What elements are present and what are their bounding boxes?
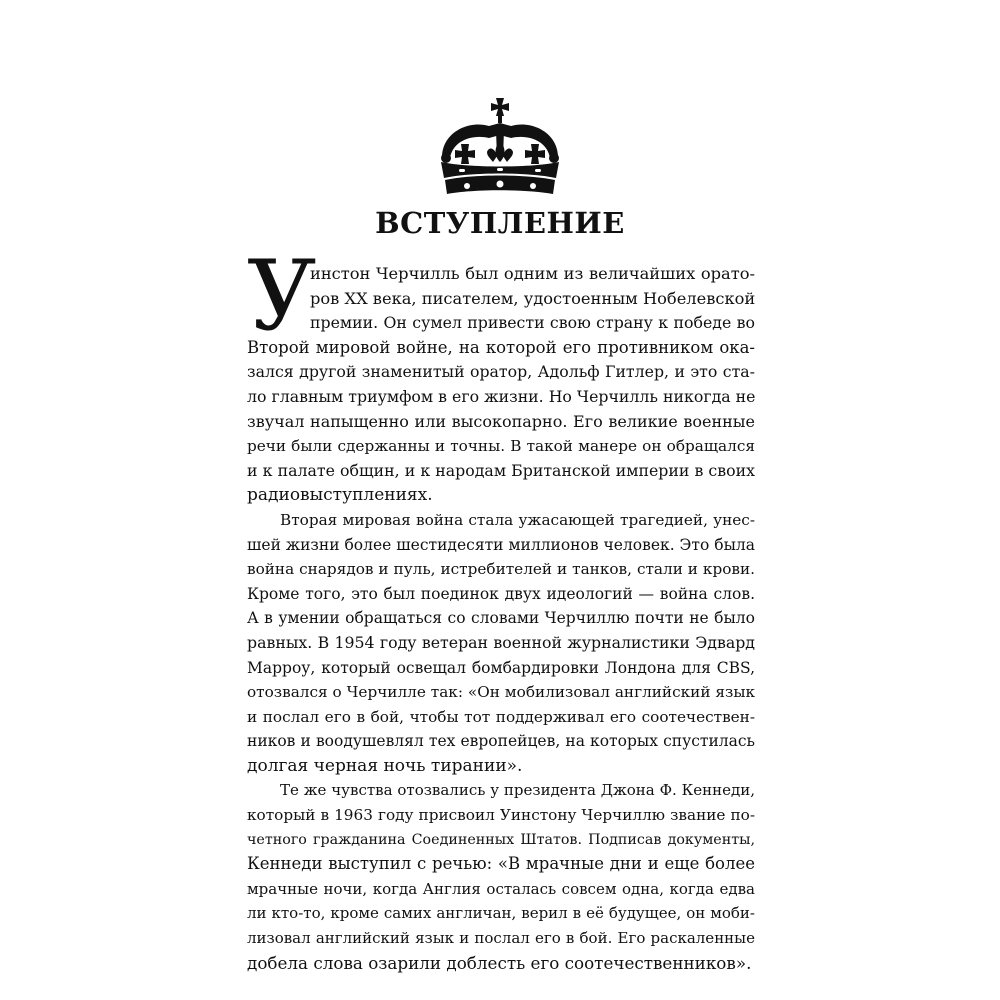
text-line: инстон Черчилль был одним из величайших орато- <box>310 264 755 283</box>
text-line: зался другой знаменитый оратор, Адольф Гитлер, и это ста- <box>247 362 755 382</box>
text-line: который в 1963 году присвоил Уинстону Черчиллю звание по- <box>247 806 755 825</box>
paragraph-3 <box>247 778 755 975</box>
text-line: и к палате общин, и к народам Британской империи в своих <box>247 460 755 480</box>
text-line: звучал напыщенно или высокопарно. Его великие военные <box>247 411 755 431</box>
text-line: ло главным триумфом в его жизни. Но Черчилль никогда не <box>247 386 756 406</box>
text-line: ников и воодушевлял тех европейцев, на которых спустилась <box>247 732 755 751</box>
text-line: лизовал английский язык и послал его в бой. Его раскаленные <box>247 929 755 948</box>
text-line: А в умении обращаться со словами Черчиллю почти не было <box>247 609 755 628</box>
text-line: равных. В 1954 году ветеран военной журналистики Эдвард <box>247 632 755 652</box>
drop-cap: У <box>247 240 317 352</box>
text-line: ли кто-то, кроме самих англичан, верил в её будущее, он моби- <box>247 904 755 923</box>
text-line: ров XX века, писателем, удостоенным Нобелевской <box>310 288 756 308</box>
text-line: Марроу, который освещал бомбардировки Лондона для CBS, <box>247 658 755 677</box>
body-text <box>247 240 756 975</box>
text-line: и послал его в бой, чтобы тот поддерживал его соотечествен- <box>247 707 755 726</box>
text-line: долгая черная ночь тирании». <box>247 755 523 776</box>
text-line: Второй мировой войне, на которой его противником ока- <box>247 337 755 357</box>
text-line: речи были сдержанны и точны. В такой манере он обращался <box>247 437 755 456</box>
text-line: мрачные ночи, когда Англия осталась совсем одна, когда едва <box>247 879 755 898</box>
text-line: война снарядов и пуль, истребителей и танков, стали и крови. <box>247 560 755 579</box>
text-line: шей жизни более шестидесяти миллионов человек. Это была <box>247 535 755 554</box>
text-line: премии. Он сумел привести свою страну к победе во <box>310 313 755 333</box>
text-line: отозвался о Черчилле так: «Он мобилизовал английский язык <box>247 683 755 702</box>
paragraph-2 <box>247 508 755 779</box>
text-line: Кеннеди выступил с речью: «В мрачные дни и еще более <box>247 854 755 874</box>
crown-icon <box>439 96 561 198</box>
text-line: добела слова озарили доблесть его соотечественников». <box>247 952 752 973</box>
text-line: Вторая мировая война стала ужасающей трагедией, унес- <box>280 510 755 529</box>
text-line: радиовыступлениях. <box>247 485 433 506</box>
text-line: Те же чувства отозвались у президента Джона Ф. Кеннеди, <box>280 781 755 800</box>
text-line: Кроме того, это был поединок двух идеологий — война слов. <box>247 584 755 603</box>
page-title: ВСТУПЛЕНИЕ <box>375 206 625 240</box>
text-line: четного гражданина Соединенных Штатов. Подписав документы, <box>247 831 755 848</box>
paragraph-1 <box>247 240 756 508</box>
